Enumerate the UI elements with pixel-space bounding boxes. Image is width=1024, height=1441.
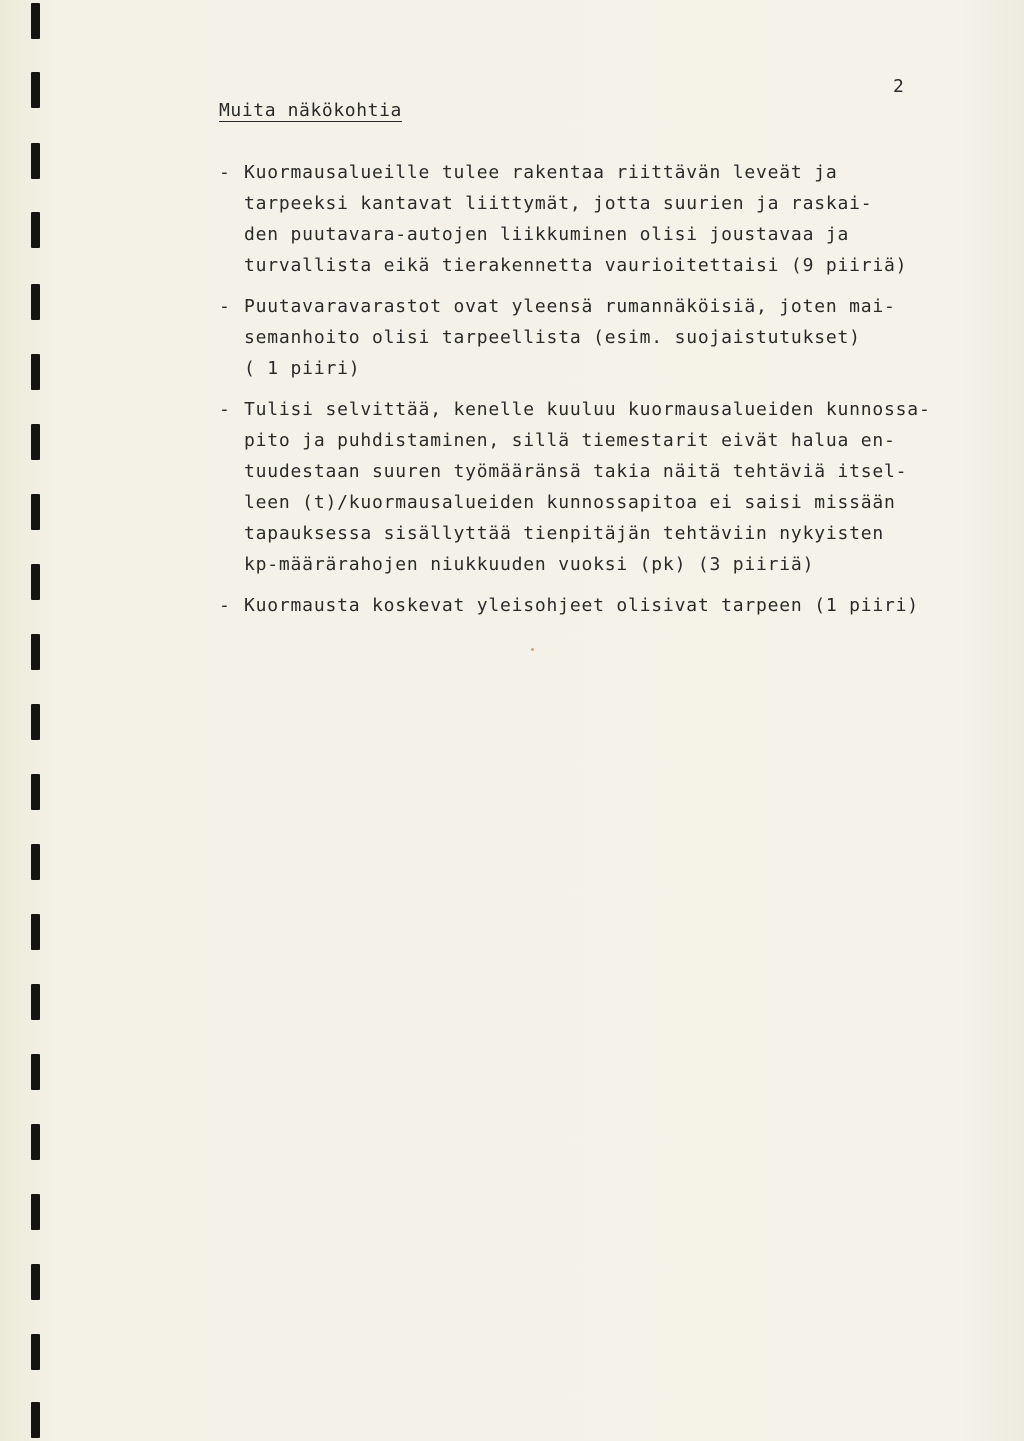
- bullet-list: [219, 157, 989, 631]
- list-item: [219, 590, 989, 621]
- text-line: Puutavaravarastot ovat yleensä rumannäköisiä, joten mai-: [244, 296, 896, 317]
- binding-hole: [31, 494, 40, 530]
- binding-hole: [31, 3, 40, 39]
- list-item: [219, 291, 989, 384]
- binding-hole: [31, 1334, 40, 1370]
- binding-hole: [31, 844, 40, 880]
- text-line: tapauksessa sisällyttää tienpitäjän tehtäviin nykyisten: [244, 523, 885, 544]
- binding-hole: [31, 1194, 40, 1230]
- list-item: [219, 157, 989, 281]
- section-heading: Muita näkökohtia: [219, 100, 402, 121]
- binding-hole: [31, 424, 40, 460]
- binding-hole: [31, 284, 40, 320]
- binding-hole: [31, 354, 40, 390]
- binding-hole: [31, 984, 40, 1020]
- binding-hole: [31, 1054, 40, 1090]
- binding-hole: [31, 1264, 40, 1300]
- text-line: den puutavara-autojen liikkuminen olisi joustavaa ja: [244, 224, 850, 245]
- binding-hole: [31, 704, 40, 740]
- binding-hole: [31, 914, 40, 950]
- text-line: leen (t)/kuormausalueiden kunnossapitoa ei saisi missään: [244, 492, 896, 513]
- binding-hole: [31, 634, 40, 670]
- binding-hole: [31, 1402, 40, 1438]
- text-line: tuudestaan suuren työmääränsä takia näitä tehtäviä itsel-: [244, 461, 908, 482]
- text-line: semanhoito olisi tarpeellista (esim. suojaistutukset): [244, 327, 861, 348]
- binding-hole: [31, 212, 40, 248]
- text-line: Kuormausalueille tulee rakentaa riittävän leveät ja: [244, 162, 838, 183]
- binding-hole: [31, 72, 40, 108]
- binding-hole: [31, 1124, 40, 1160]
- text-line: Kuormausta koskevat yleisohjeet olisivat tarpeen (1 piiri): [244, 595, 919, 616]
- binding-hole: [31, 774, 40, 810]
- bullet-dash: -: [219, 296, 230, 317]
- text-line: kp-määrärahojen niukkuuden vuoksi (pk) (3 piiriä): [244, 554, 815, 575]
- text-line: tarpeeksi kantavat liittymät, jotta suurien ja raskai-: [244, 193, 873, 214]
- paper-smudge: [531, 648, 534, 651]
- text-line: turvallista eikä tierakennetta vaurioitettaisi (9 piiriä): [244, 255, 908, 276]
- list-item: [219, 394, 989, 580]
- page-number: 2: [893, 76, 905, 97]
- binding-hole: [31, 143, 40, 179]
- text-line: ( 1 piiri): [244, 358, 361, 379]
- bullet-dash: -: [219, 399, 230, 420]
- bullet-dash: -: [219, 162, 230, 183]
- bullet-dash: -: [219, 595, 230, 616]
- text-line: Tulisi selvittää, kenelle kuuluu kuormausalueiden kunnossa-: [244, 399, 931, 420]
- binding-hole: [31, 564, 40, 600]
- text-line: pito ja puhdistaminen, sillä tiemestarit eivät halua en-: [244, 430, 896, 451]
